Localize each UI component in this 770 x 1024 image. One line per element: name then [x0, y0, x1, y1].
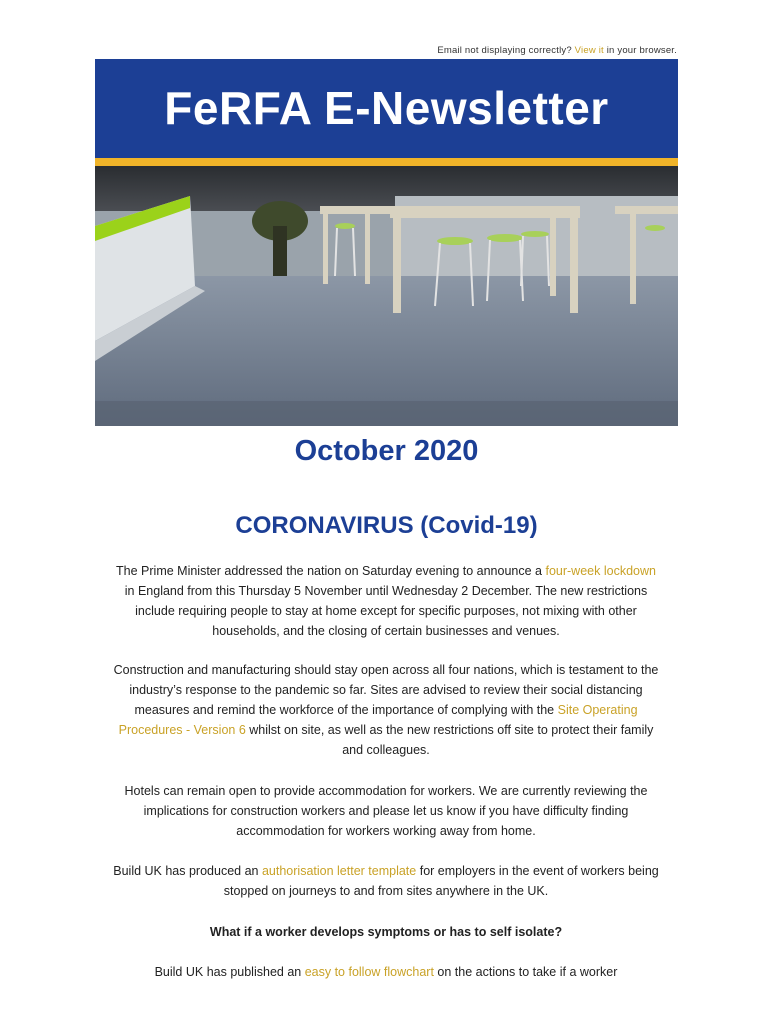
- subheading-symptoms: [110, 922, 662, 942]
- paragraph-text: Build UK has published an: [154, 965, 302, 979]
- newsletter-title: FeRFA E-Newsletter: [164, 82, 609, 134]
- banner-accent-bar: [95, 158, 678, 166]
- authorisation-letter-link[interactable]: authorisation letter template: [261, 864, 417, 878]
- paragraph-text: in England from this Thursday 5 November until Wednesday 2 December. The new restrictions include requiring people to stay at home except for specific purposes, not mixing with other households, and the closing of certain businesses and venues.: [124, 584, 648, 638]
- site-operating-procedures-link[interactable]: Site Operating Procedures - Version 6: [118, 703, 638, 737]
- paragraph-text: Hotels can remain open to provide accommodation for workers. We are currently reviewing the implications for construction workers and please let us know if you have difficulty finding accommodation for workers working away from home.: [124, 784, 648, 838]
- view-in-browser-link[interactable]: View it: [574, 45, 604, 56]
- paragraph-authorisation: [110, 861, 662, 901]
- paragraph-lockdown: [110, 561, 662, 641]
- four-week-lockdown-link[interactable]: four-week lockdown: [545, 564, 656, 578]
- subheading-text: What if a worker develops symptoms or has to self isolate?: [209, 925, 563, 939]
- paragraph-text: for employers in the event of workers being stopped on journeys to and from sites anywhere in the UK.: [223, 864, 659, 898]
- paragraph-text: The Prime Minister addressed the nation on Saturday evening to announce a: [116, 564, 542, 578]
- paragraph-construction: [110, 660, 662, 760]
- preheader: [95, 45, 677, 56]
- paragraph-flowchart: [110, 962, 662, 982]
- paragraph-text: Build UK has produced an: [113, 864, 259, 878]
- issue-month-heading: October 2020: [294, 435, 479, 467]
- paragraph-text: whilst on site, as well as the new restrictions off site to protect their family and colleagues.: [249, 723, 654, 757]
- hero-image: [95, 166, 678, 426]
- newsletter-banner: [95, 59, 678, 158]
- preheader-text-end: in your browser.: [606, 45, 677, 56]
- paragraph-text: on the actions to take if a worker: [437, 965, 618, 979]
- section-heading: CORONAVIRUS (Covid-19): [235, 512, 538, 539]
- paragraph-hotels: [110, 781, 662, 841]
- paragraph-text: Construction and manufacturing should stay open across all four nations, which is testament to the industry’s response to the pandemic so far. Sites are advised to review their social distancing measures and remind the workforce of the importance of complying with the: [113, 663, 659, 717]
- flowchart-link[interactable]: easy to follow flowchart: [304, 965, 434, 979]
- preheader-text: Email not displaying correctly?: [437, 45, 572, 56]
